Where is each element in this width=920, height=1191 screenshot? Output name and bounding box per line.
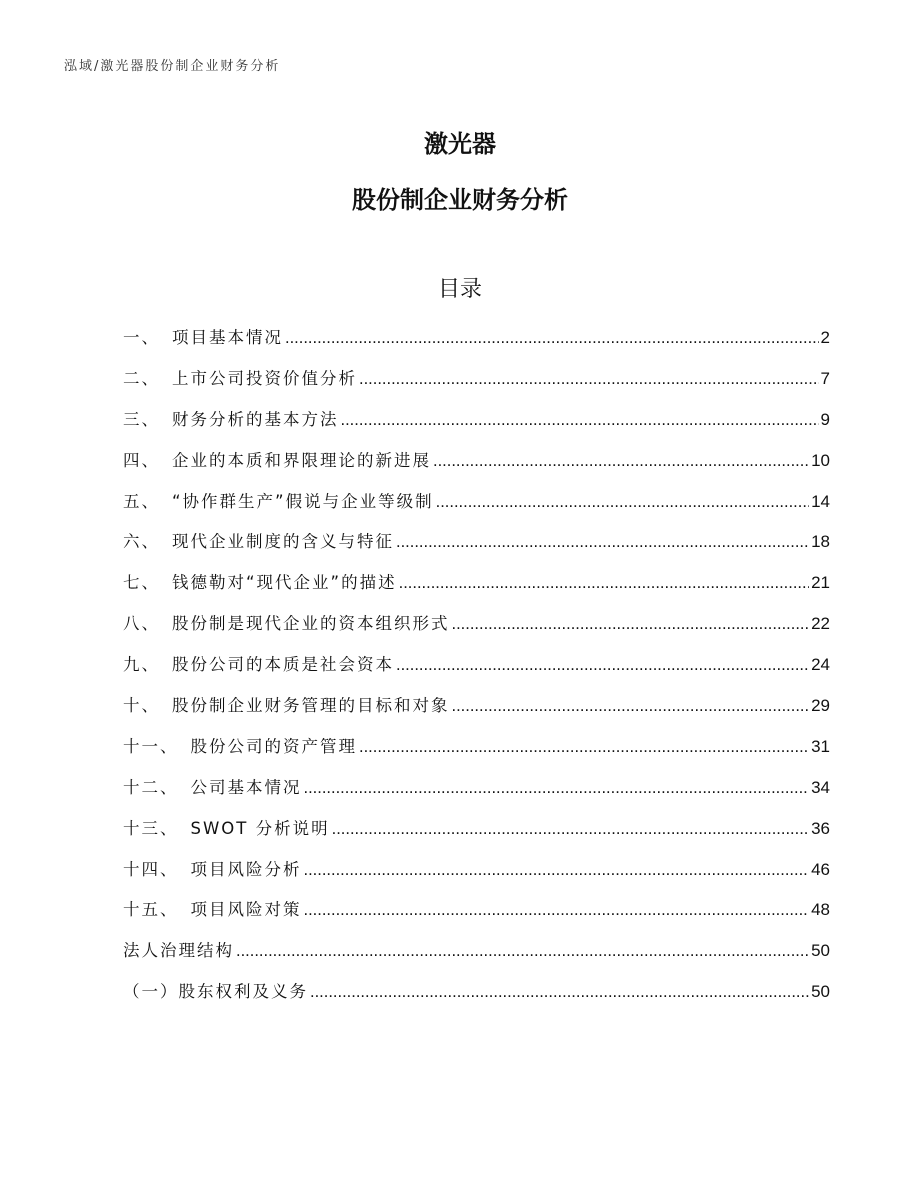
toc-entry-page: 29 — [811, 696, 830, 716]
toc-entry-number: 六、 — [123, 532, 160, 552]
document-subtitle: 股份制企业财务分析 — [352, 186, 568, 214]
dot-leader — [304, 779, 810, 798]
toc-entry-page: 24 — [811, 655, 830, 675]
toc-entry-label: 项目风险分析 — [190, 859, 302, 879]
toc-entry-label: 股份公司的本质是社会资本 — [172, 655, 394, 675]
toc-entry-number: 十一、 — [123, 736, 179, 756]
toc-entry-page: 21 — [811, 573, 830, 593]
toc-entry-label: 公司基本情况 — [190, 777, 302, 797]
toc-entry-label: 现代企业制度的含义与特征 — [172, 532, 394, 552]
table-of-contents — [123, 324, 830, 1019]
toc-entry-page: 14 — [811, 491, 830, 511]
toc-entry[interactable] — [123, 937, 830, 978]
dot-leader — [452, 697, 810, 716]
toc-entry-label: 股份制是现代企业的资本组织形式 — [172, 614, 450, 634]
toc-entry-page: 7 — [820, 368, 830, 388]
toc-entry-label: 股份制企业财务管理的目标和对象 — [172, 696, 450, 716]
toc-entry[interactable] — [123, 447, 830, 488]
dot-leader — [304, 901, 810, 920]
toc-entry[interactable] — [123, 651, 830, 692]
toc-entry-number: 十四、 — [123, 859, 179, 879]
toc-entry-number: 四、 — [123, 450, 160, 470]
toc-entry-number: 七、 — [123, 573, 160, 593]
toc-entry-page: 10 — [811, 450, 830, 470]
dot-leader — [452, 615, 810, 634]
toc-entry[interactable] — [123, 896, 830, 937]
toc-entry-number: 十、 — [123, 696, 160, 716]
toc-entry-label: 项目风险对策 — [190, 900, 302, 920]
toc-entry-number: 十三、 — [123, 818, 179, 838]
toc-entry-page: 48 — [811, 900, 830, 920]
toc-entry-number: 九、 — [123, 655, 160, 675]
toc-entry-number: 十五、 — [123, 900, 179, 920]
toc-entry-label: 项目基本情况 — [172, 328, 283, 347]
toc-entry[interactable] — [123, 610, 830, 651]
toc-entry[interactable] — [123, 733, 830, 774]
dot-leader — [433, 452, 809, 471]
dot-leader — [341, 411, 819, 430]
toc-entry-number: （一） — [123, 982, 179, 1002]
dot-leader — [310, 983, 809, 1002]
toc-entry[interactable] — [123, 978, 830, 1019]
toc-entry-number: 十二、 — [123, 777, 179, 797]
toc-entry[interactable] — [123, 692, 830, 733]
toc-entry[interactable] — [123, 324, 830, 365]
toc-entry[interactable] — [123, 815, 830, 856]
dot-leader — [332, 820, 809, 839]
toc-entry-page: 36 — [811, 818, 830, 838]
dot-leader — [359, 738, 809, 757]
toc-entry-page: 50 — [811, 982, 830, 1002]
dot-leader — [396, 533, 809, 552]
toc-entry[interactable] — [123, 488, 830, 529]
toc-entry-number: 二、 — [123, 368, 160, 388]
toc-entry-page: 2 — [820, 328, 830, 347]
toc-entry-number: 八、 — [123, 614, 160, 634]
toc-entry-page: 46 — [811, 859, 830, 879]
toc-entry[interactable] — [123, 365, 830, 406]
toc-entry[interactable] — [123, 856, 830, 897]
toc-entry[interactable] — [123, 569, 830, 610]
dot-leader — [359, 370, 819, 389]
toc-entry-label: 股东权利及义务 — [178, 982, 308, 1002]
document-title: 激光器 — [424, 130, 496, 158]
dot-leader — [399, 574, 809, 593]
toc-entry-page: 18 — [811, 532, 830, 552]
toc-entry-page: 9 — [820, 409, 830, 429]
toc-entry[interactable] — [123, 528, 830, 569]
running-header: 泓域/激光器股份制企业财务分析 — [64, 59, 281, 74]
dot-leader — [285, 329, 819, 348]
toc-entry-label: 财务分析的基本方法 — [172, 409, 339, 429]
toc-entry-label: 法人治理结构 — [123, 941, 234, 961]
dot-leader — [236, 942, 809, 961]
toc-heading: 目录 — [437, 277, 482, 302]
toc-entry[interactable] — [123, 774, 830, 815]
toc-entry[interactable] — [123, 406, 830, 447]
toc-entry-label: 股份公司的资产管理 — [190, 736, 357, 756]
dot-leader — [396, 656, 809, 675]
toc-entry-number: 五、 — [123, 491, 160, 511]
dot-leader — [304, 861, 810, 880]
toc-entry-label: 上市公司投资价值分析 — [172, 368, 357, 388]
toc-entry-number: 一、 — [123, 328, 160, 347]
toc-entry-page: 34 — [811, 777, 830, 797]
toc-entry-label: 钱德勒对“现代企业”的描述 — [172, 573, 397, 593]
toc-entry-label: SWOT 分析说明 — [190, 818, 330, 838]
toc-entry-number: 三、 — [123, 409, 160, 429]
toc-entry-label: “协作群生产”假说与企业等级制 — [172, 491, 434, 511]
dot-leader — [436, 493, 809, 512]
toc-entry-page: 31 — [811, 736, 830, 756]
toc-entry-page: 22 — [811, 614, 830, 634]
toc-entry-page: 50 — [811, 941, 830, 961]
toc-entry-label: 企业的本质和界限理论的新进展 — [172, 450, 431, 470]
